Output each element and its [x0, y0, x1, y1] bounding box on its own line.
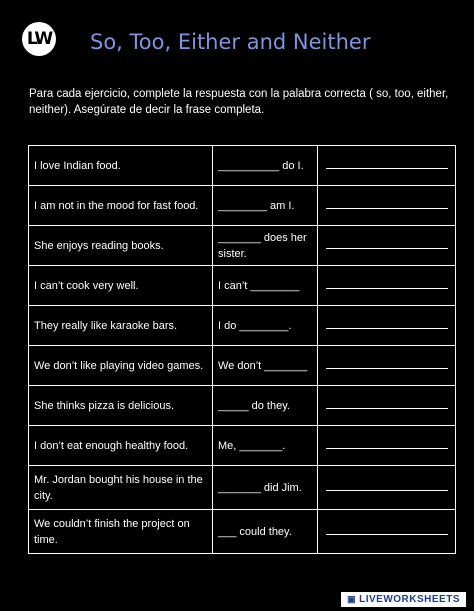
page-title: So, Too, Either and Neither: [90, 30, 371, 54]
table-row: [29, 466, 456, 510]
sentence-cell: I love Indian food.: [29, 146, 213, 186]
sentence-cell: She enjoys reading books.: [29, 226, 213, 266]
table-row: [29, 386, 456, 426]
table-row: [29, 346, 456, 386]
table-row: [29, 146, 456, 186]
footer-brand: LIVEWORKSHEETS: [359, 594, 460, 605]
answer-blank[interactable]: [326, 238, 448, 249]
answer-blank[interactable]: [326, 398, 448, 409]
liveworksheets-icon: ▣: [347, 594, 357, 604]
answer-field[interactable]: [318, 386, 456, 426]
liveworksheets-badge[interactable]: [341, 592, 466, 607]
answer-blank[interactable]: [326, 480, 448, 491]
answer-field[interactable]: [318, 346, 456, 386]
table-row: [29, 226, 456, 266]
response-cell[interactable]: I do ________.: [213, 306, 318, 346]
answer-field[interactable]: [318, 266, 456, 306]
sentence-cell: We couldn’t finish the project on time.: [29, 510, 213, 554]
table-row: [29, 186, 456, 226]
answer-blank[interactable]: [326, 278, 448, 289]
answer-field[interactable]: [318, 510, 456, 554]
answer-field[interactable]: [318, 426, 456, 466]
sentence-cell: I am not in the mood for fast food.: [29, 186, 213, 226]
sentence-cell: We don’t like playing video games.: [29, 346, 213, 386]
sentence-cell: They really like karaoke bars.: [29, 306, 213, 346]
response-cell[interactable]: ___ could they.: [213, 510, 318, 554]
answer-blank[interactable]: [326, 198, 448, 209]
sentence-cell: I don’t eat enough healthy food.: [29, 426, 213, 466]
answer-blank[interactable]: [326, 524, 448, 535]
response-cell[interactable]: We don’t _______: [213, 346, 318, 386]
answer-blank[interactable]: [326, 158, 448, 169]
table-row: [29, 510, 456, 554]
exercise-table: [28, 145, 456, 554]
answer-field[interactable]: [318, 186, 456, 226]
answer-field[interactable]: [318, 306, 456, 346]
response-cell[interactable]: ________ am I.: [213, 186, 318, 226]
answer-blank[interactable]: [326, 318, 448, 329]
response-cell[interactable]: __________ do I.: [213, 146, 318, 186]
answer-blank[interactable]: [326, 438, 448, 449]
sentence-cell: I can’t cook very well.: [29, 266, 213, 306]
response-cell[interactable]: _______ does her sister.: [213, 226, 318, 266]
instructions: Para cada ejercicio, complete la respuesta con la palabra correcta ( so, too, either, neither). Asegúrate de decir la frase completa.: [29, 88, 449, 116]
response-cell[interactable]: _____ do they.: [213, 386, 318, 426]
sentence-cell: She thinks pizza is delicious.: [29, 386, 213, 426]
response-cell[interactable]: Me, _______.: [213, 426, 318, 466]
table-row: [29, 306, 456, 346]
answer-field[interactable]: [318, 226, 456, 266]
response-cell[interactable]: _______ did Jim.: [213, 466, 318, 510]
sentence-cell: Mr. Jordan bought his house in the city.: [29, 466, 213, 510]
table-row: [29, 266, 456, 306]
answer-blank[interactable]: [326, 358, 448, 369]
response-cell[interactable]: I can’t ________: [213, 266, 318, 306]
table-row: [29, 426, 456, 466]
logo: [22, 22, 56, 56]
answer-field[interactable]: [318, 146, 456, 186]
answer-field[interactable]: [318, 466, 456, 510]
logo-text: LW: [26, 29, 52, 49]
